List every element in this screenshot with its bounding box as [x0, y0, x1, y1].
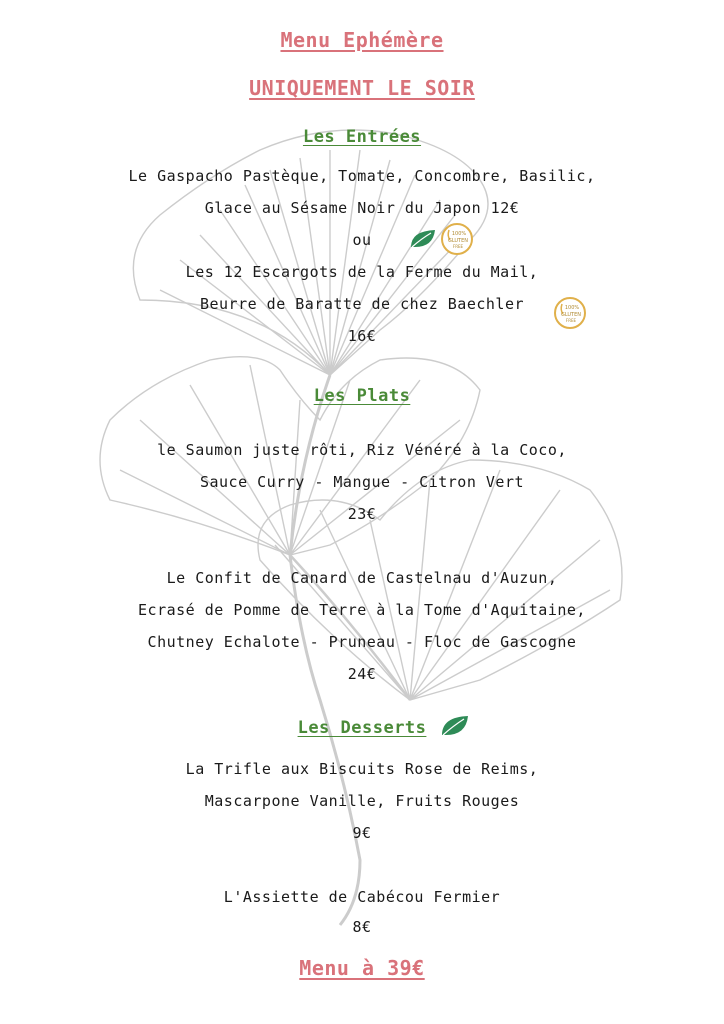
gluten-badge-text-3: FREE — [452, 244, 464, 249]
gluten-badge-text-2: GLUTEN — [560, 312, 582, 318]
plat-2-price: 24€ — [347, 665, 377, 683]
entree-1-line-2: Glace au Sésame Noir du Japon 12€ — [204, 199, 520, 217]
gluten-badge-text-2: GLUTEN — [447, 238, 469, 244]
menu-subtitle: UNIQUEMENT LE SOIR — [249, 76, 475, 100]
menu-price: Menu à 39€ — [299, 956, 425, 980]
gluten-free-badge-icon — [440, 222, 474, 256]
section-heading-entrees: Les Entrées — [302, 127, 422, 147]
section-heading-plats: Les Plats — [313, 386, 411, 406]
entree-2-line-2: Beurre de Baratte de chez Baechler — [199, 295, 525, 313]
plat-1-line-1: le Saumon juste rôti, Riz Vénéré à la Coco, — [157, 441, 567, 459]
or-separator: ou — [352, 231, 372, 249]
gluten-badge-text-1: 100% — [564, 305, 580, 311]
dessert-1-line-1: La Trifle aux Biscuits Rose de Reims, — [185, 760, 539, 778]
entree-1-line-1: Le Gaspacho Pastèque, Tomate, Concombre, Basilic, — [128, 167, 596, 185]
plat-1-line-2: Sauce Curry - Mangue - Citron Vert — [199, 473, 525, 491]
entree-2-line-1: Les 12 Escargots de la Ferme du Mail, — [185, 263, 539, 281]
vegetarian-leaf-icon — [440, 713, 470, 739]
gluten-badge-text-3: FREE — [565, 318, 577, 323]
dessert-2-line-1: L'Assiette de Cabécou Fermier — [223, 888, 501, 906]
gluten-free-badge-icon — [553, 296, 587, 330]
entree-2-price: 16€ — [347, 327, 377, 345]
plat-2-line-3: Chutney Echalote - Pruneau - Floc de Gascogne — [147, 633, 577, 651]
plat-2-line-1: Le Confit de Canard de Castelnau d'Auzun, — [166, 569, 558, 587]
gluten-badge-text-1: 100% — [451, 231, 467, 237]
menu-title: Menu Ephémère — [280, 28, 444, 52]
dessert-1-price: 9€ — [352, 824, 372, 842]
vegetarian-leaf-icon — [409, 227, 437, 251]
dessert-1-line-2: Mascarpone Vanille, Fruits Rouges — [204, 792, 520, 810]
plat-1-price: 23€ — [347, 505, 377, 523]
section-heading-desserts: Les Desserts — [297, 718, 427, 738]
plat-2-line-2: Ecrasé de Pomme de Terre à la Tome d'Aquitaine, — [138, 601, 586, 619]
dessert-2-price: 8€ — [352, 918, 372, 936]
